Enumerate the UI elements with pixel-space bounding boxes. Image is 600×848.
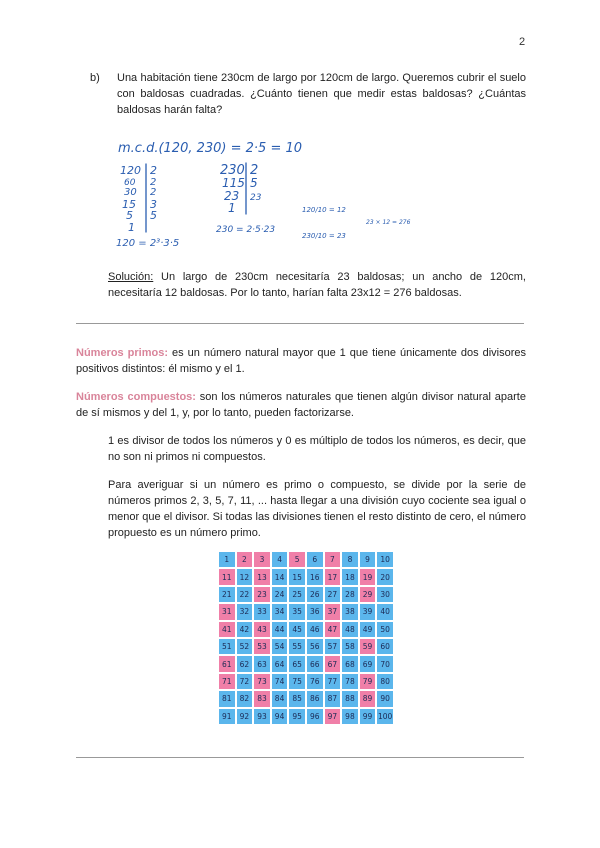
number-cell: 86 <box>306 690 324 707</box>
prime-cell: 59 <box>359 638 377 655</box>
prime-cell: 29 <box>359 586 377 603</box>
divider-bottom <box>76 757 524 758</box>
note-120: 120/10 = 12 <box>302 206 346 214</box>
number-cell: 39 <box>359 603 377 620</box>
col2-d0: 2 <box>250 163 259 178</box>
number-cell: 12 <box>236 568 254 585</box>
number-cell: 18 <box>341 568 359 585</box>
prime-cell: 89 <box>359 690 377 707</box>
prime-cell: 37 <box>324 603 342 620</box>
note-230: 230/10 = 23 <box>302 232 346 240</box>
number-cell: 65 <box>288 655 306 672</box>
number-cell: 32 <box>236 603 254 620</box>
number-cell: 21 <box>218 586 236 603</box>
primes-term: Números primos: <box>76 347 169 359</box>
number-grid <box>218 551 394 725</box>
number-cell: 95 <box>288 708 306 725</box>
col1-d2: 2 <box>150 187 157 198</box>
prime-cell: 73 <box>253 673 271 690</box>
number-cell: 92 <box>236 708 254 725</box>
question-text: Una habitación tiene 230cm de largo por 120cm de largo. Queremos cubrir el suelo con baldosas cuadradas. ¿Cuánto tienen que medir estas baldosas? ¿Cuántas baldosas harán falta? <box>117 72 526 116</box>
prime-cell: 83 <box>253 690 271 707</box>
number-cell: 28 <box>341 586 359 603</box>
number-cell: 55 <box>288 638 306 655</box>
composites-definition <box>76 389 526 421</box>
prime-cell: 67 <box>324 655 342 672</box>
number-cell: 56 <box>306 638 324 655</box>
number-cell: 100 <box>376 708 394 725</box>
number-cell: 22 <box>236 586 254 603</box>
page-number: 2 <box>519 36 526 48</box>
primes-definition <box>76 345 526 377</box>
prime-cell: 2 <box>236 551 254 568</box>
number-cell: 30 <box>376 586 394 603</box>
number-cell: 96 <box>306 708 324 725</box>
number-cell: 93 <box>253 708 271 725</box>
number-cell: 1 <box>218 551 236 568</box>
col1-n2: 30 <box>124 187 137 198</box>
number-cell: 10 <box>376 551 394 568</box>
number-cell: 4 <box>271 551 289 568</box>
number-cell: 94 <box>271 708 289 725</box>
number-cell: 40 <box>376 603 394 620</box>
number-cell: 76 <box>306 673 324 690</box>
col1-d1: 2 <box>150 177 157 188</box>
prime-cell: 17 <box>324 568 342 585</box>
number-cell: 98 <box>341 708 359 725</box>
prime-cell: 79 <box>359 673 377 690</box>
number-cell: 49 <box>359 621 377 638</box>
number-cell: 66 <box>306 655 324 672</box>
col2-n2: 23 <box>224 189 240 203</box>
number-cell: 52 <box>236 638 254 655</box>
number-cell: 33 <box>253 603 271 620</box>
number-cell: 48 <box>341 621 359 638</box>
col2-n1: 115 <box>222 176 245 190</box>
number-cell: 64 <box>271 655 289 672</box>
prime-cell: 71 <box>218 673 236 690</box>
col2-d1: 5 <box>250 176 258 190</box>
number-cell: 9 <box>359 551 377 568</box>
note-product: 23 × 12 = 276 <box>366 219 411 226</box>
number-cell: 78 <box>341 673 359 690</box>
number-cell: 60 <box>376 638 394 655</box>
number-cell: 69 <box>359 655 377 672</box>
number-cell: 27 <box>324 586 342 603</box>
mcd-heading: m.c.d.(120, 230) = 2·5 = 10 <box>118 141 303 156</box>
number-cell: 82 <box>236 690 254 707</box>
col2-n3: 1 <box>228 201 236 215</box>
composites-term: Números compuestos: <box>76 391 196 403</box>
prime-cell: 61 <box>218 655 236 672</box>
number-cell: 15 <box>288 568 306 585</box>
number-cell: 44 <box>271 621 289 638</box>
prime-cell: 11 <box>218 568 236 585</box>
prime-cell: 3 <box>253 551 271 568</box>
prime-cell: 19 <box>359 568 377 585</box>
number-cell: 75 <box>288 673 306 690</box>
number-cell: 63 <box>253 655 271 672</box>
question-b <box>90 70 526 118</box>
number-cell: 26 <box>306 586 324 603</box>
col2-n0: 230 <box>220 163 245 178</box>
number-cell: 85 <box>288 690 306 707</box>
primes-text: es un número natural mayor que 1 que tiene únicamente dos divisores positivos distintos: él mismo y el 1. <box>76 347 526 375</box>
col1-n3: 15 <box>122 198 136 211</box>
number-cell: 80 <box>376 673 394 690</box>
solution-paragraph <box>108 269 526 301</box>
number-cell: 38 <box>341 603 359 620</box>
number-cell: 20 <box>376 568 394 585</box>
number-cell: 68 <box>341 655 359 672</box>
number-cell: 81 <box>218 690 236 707</box>
col1-d4: 5 <box>150 209 157 222</box>
number-cell: 58 <box>341 638 359 655</box>
col2-d2: 23 <box>250 193 262 203</box>
col1-d3: 3 <box>150 198 157 211</box>
number-cell: 36 <box>306 603 324 620</box>
prime-cell: 97 <box>324 708 342 725</box>
col1-d0: 2 <box>150 164 157 177</box>
col1-n4: 5 <box>126 209 133 222</box>
prime-cell: 23 <box>253 586 271 603</box>
prime-cell: 47 <box>324 621 342 638</box>
note-method: Para averiguar si un número es primo o compuesto, se divide por la serie de números primos 2, 3, 5, 7, 11, ... hasta llegar a una división cuyo cociente sea igual o menor que el divisor. Si todas las divisiones tienen el resto distinto de cero, el número propuesto es un número primo. <box>108 479 526 539</box>
number-cell: 84 <box>271 690 289 707</box>
prime-cell: 41 <box>218 621 236 638</box>
number-cell: 99 <box>359 708 377 725</box>
number-cell: 25 <box>288 586 306 603</box>
prime-cell: 5 <box>288 551 306 568</box>
prime-cell: 53 <box>253 638 271 655</box>
handwritten-work <box>110 128 440 252</box>
number-cell: 42 <box>236 621 254 638</box>
number-cell: 70 <box>376 655 394 672</box>
number-cell: 6 <box>306 551 324 568</box>
prime-cell: 13 <box>253 568 271 585</box>
note-one-zero: 1 es divisor de todos los números y 0 es múltiplo de todos los números, es decir, que no son ni primos ni compuestos. <box>108 435 526 463</box>
solution-text: Un largo de 230cm necesitaría 23 baldosas; un ancho de 120cm, necesitaría 12 baldosas. Por lo tanto, harían falta 23x12 = 276 baldosas. <box>108 271 526 299</box>
number-cell: 57 <box>324 638 342 655</box>
number-cell: 72 <box>236 673 254 690</box>
col1-n5: 1 <box>128 221 135 234</box>
number-cell: 77 <box>324 673 342 690</box>
prime-cell: 7 <box>324 551 342 568</box>
number-cell: 14 <box>271 568 289 585</box>
number-cell: 46 <box>306 621 324 638</box>
number-cell: 51 <box>218 638 236 655</box>
number-cell: 45 <box>288 621 306 638</box>
number-cell: 91 <box>218 708 236 725</box>
col1-result: 120 = 2³·3·5 <box>116 238 180 249</box>
number-cell: 90 <box>376 690 394 707</box>
number-cell: 88 <box>341 690 359 707</box>
solution-label: Solución: <box>108 271 154 283</box>
number-cell: 54 <box>271 638 289 655</box>
prime-cell: 31 <box>218 603 236 620</box>
col2-result: 230 = 2·5·23 <box>216 225 276 235</box>
number-cell: 24 <box>271 586 289 603</box>
number-cell: 35 <box>288 603 306 620</box>
col1-n0: 120 <box>120 164 141 177</box>
composites-text: son los números naturales que tienen algún divisor natural aparte de sí mismos y del 1, y, por lo tanto, pueden factorizarse. <box>76 391 526 419</box>
number-cell: 16 <box>306 568 324 585</box>
question-label: b) <box>90 72 100 84</box>
number-cell: 34 <box>271 603 289 620</box>
divider-top <box>76 323 524 324</box>
prime-cell: 43 <box>253 621 271 638</box>
col1-n1: 60 <box>124 178 136 188</box>
number-cell: 8 <box>341 551 359 568</box>
number-cell: 87 <box>324 690 342 707</box>
number-cell: 50 <box>376 621 394 638</box>
number-cell: 74 <box>271 673 289 690</box>
number-cell: 62 <box>236 655 254 672</box>
